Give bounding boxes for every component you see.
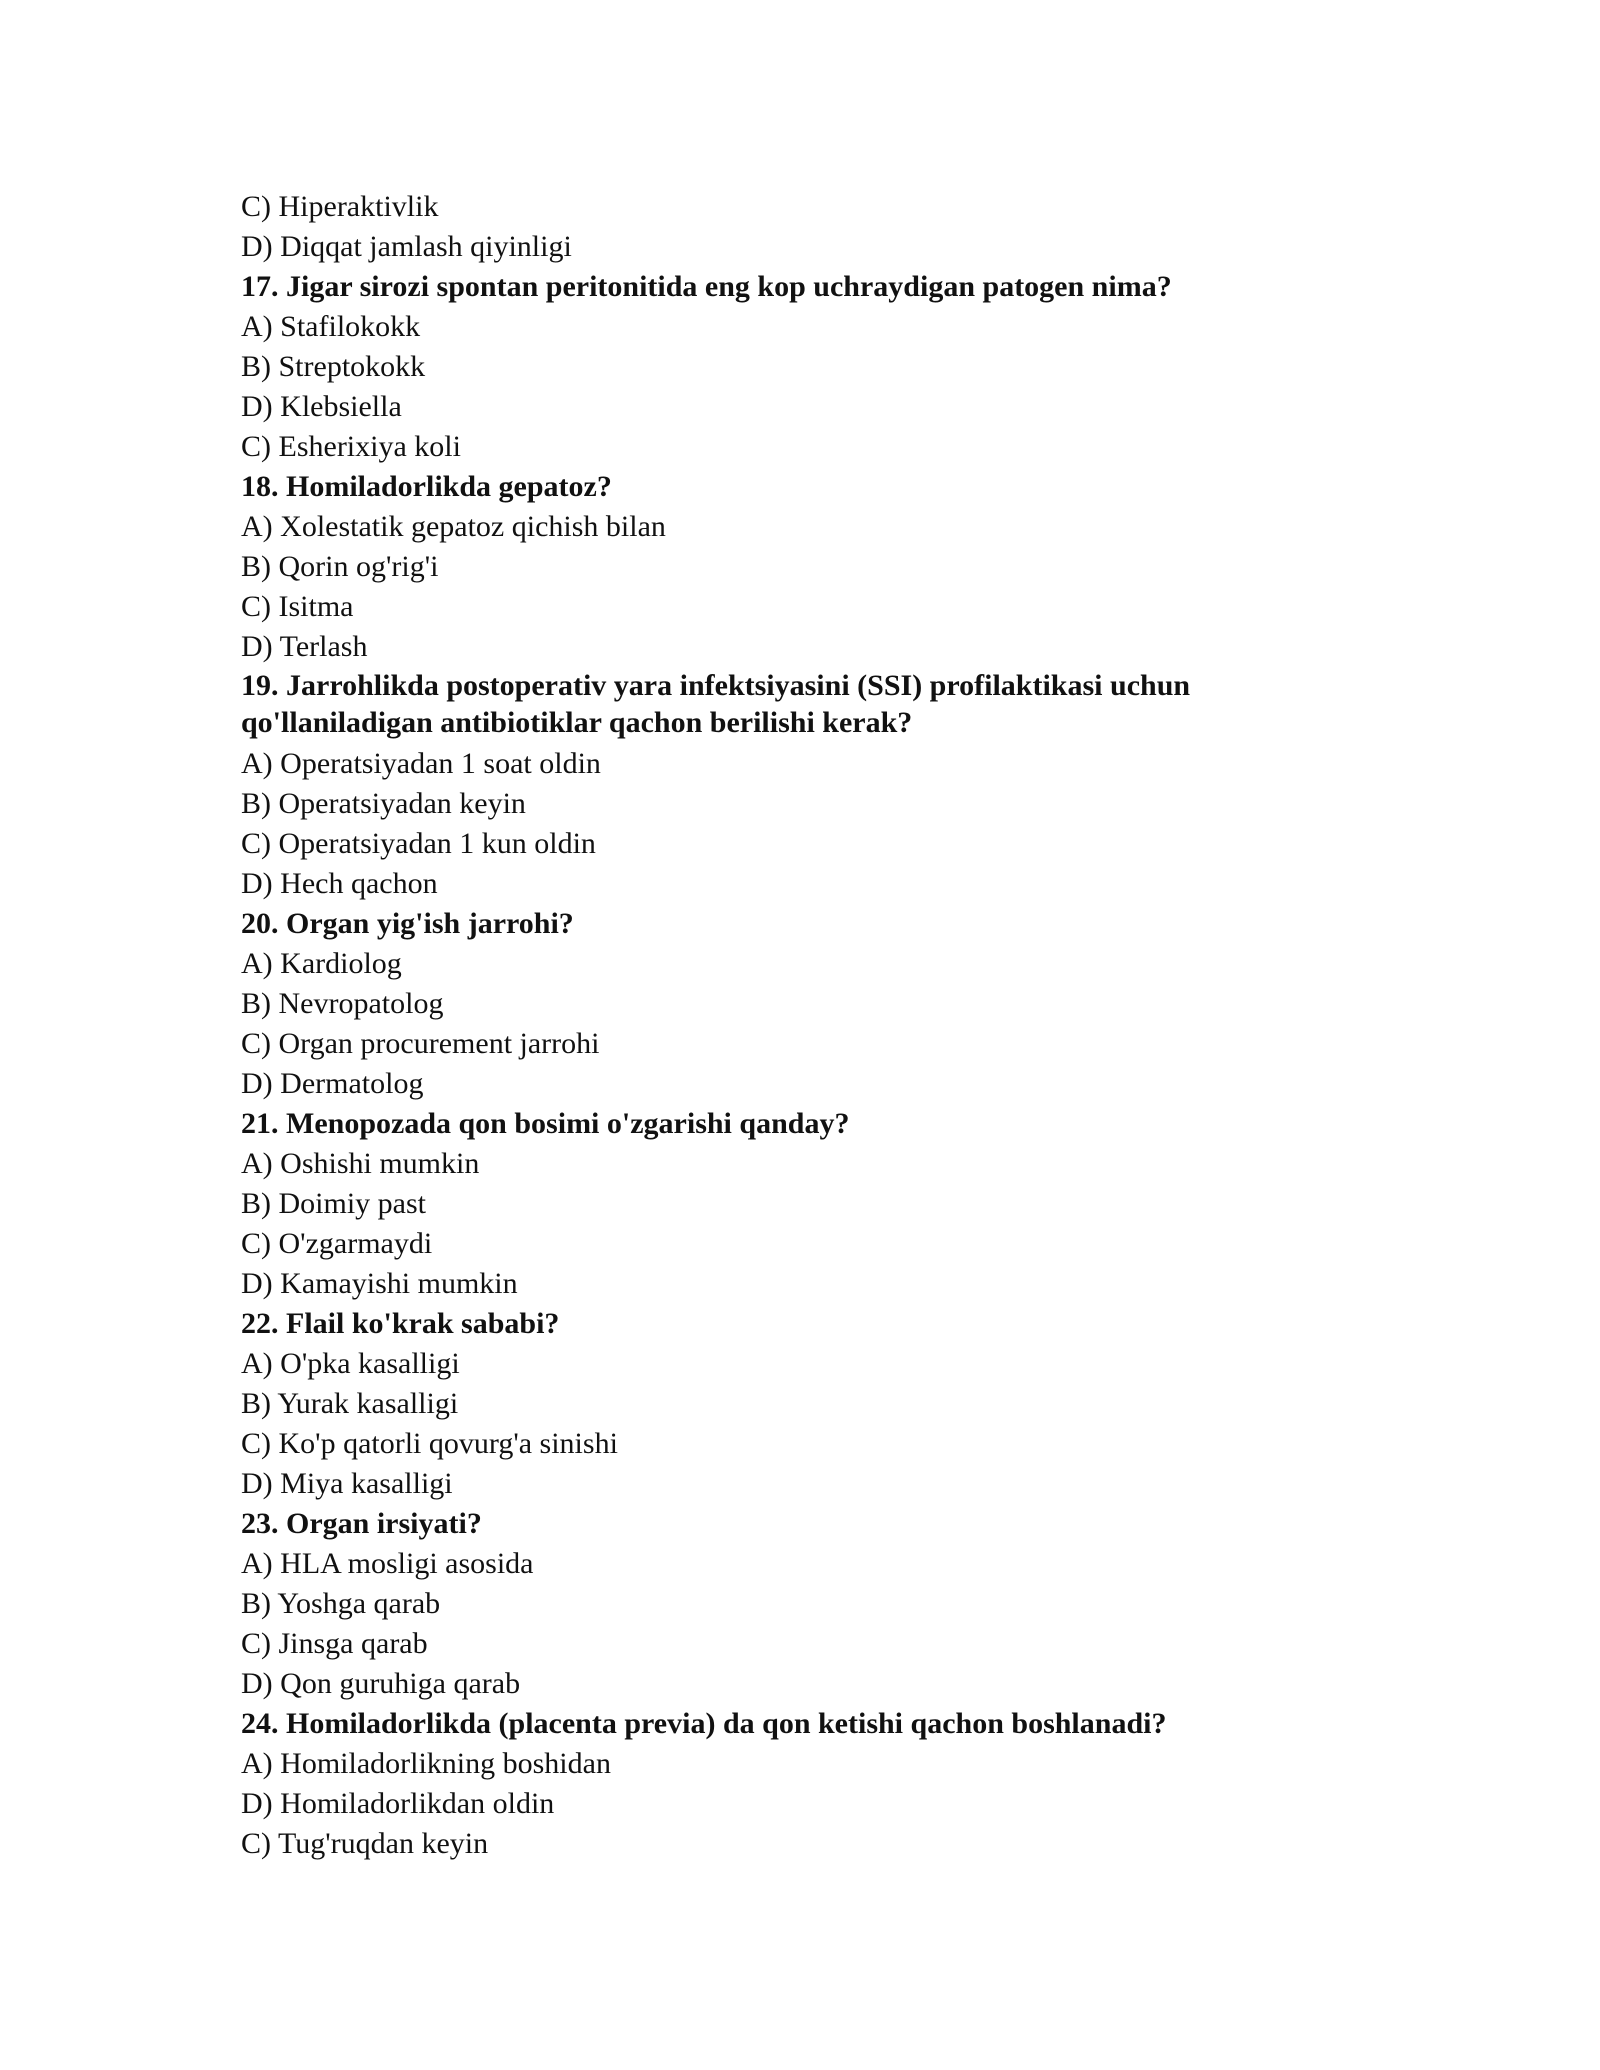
answer-option: B) Yurak kasalligi [241, 1387, 459, 1420]
answer-option: C) Ko'p qatorli qovurg'a sinishi [241, 1427, 618, 1460]
answer-option: D) Dermatolog [241, 1067, 424, 1100]
answer-option: C) Esherixiya koli [241, 430, 461, 463]
answer-option: D) Qon guruhiga qarab [241, 1667, 521, 1700]
answer-option: D) Homiladorlikdan oldin [241, 1787, 555, 1820]
question-text: 21. Menopozada qon bosimi o'zgarishi qanday? [241, 1107, 850, 1140]
answer-option: A) Operatsiyadan 1 soat oldin [241, 747, 601, 780]
answer-option: C) Jinsga qarab [241, 1627, 428, 1660]
answer-option: B) Streptokokk [241, 350, 426, 383]
answer-option: C) Isitma [241, 590, 354, 623]
answer-option: D) Hech qachon [241, 867, 438, 900]
question-text: 19. Jarrohlikda postoperativ yara infektsiyasini (SSI) profilaktikasi uchun qo'llaniladigan antibiotiklar qachon berilishi kerak? [241, 669, 1191, 739]
answer-option: A) Kardiolog [241, 947, 402, 980]
answer-option: A) O'pka kasalligi [241, 1347, 460, 1380]
answer-option: C) Organ procurement jarrohi [241, 1027, 600, 1060]
answer-option: B) Doimiy past [241, 1187, 426, 1220]
question-text: 20. Organ yig'ish jarrohi? [241, 907, 574, 940]
answer-option: D) Klebsiella [241, 390, 402, 423]
answer-option: B) Qorin og'rig'i [241, 550, 439, 583]
answer-option: B) Nevropatolog [241, 987, 444, 1020]
answer-option: B) Yoshga qarab [241, 1587, 441, 1620]
question-text: 17. Jigar sirozi spontan peritonitida eng kop uchraydigan patogen nima? [241, 270, 1172, 303]
answer-option: A) Oshishi mumkin [241, 1147, 480, 1180]
question-text: 24. Homiladorlikda (placenta previa) da qon ketishi qachon boshlanadi? [241, 1707, 1167, 1740]
answer-option: A) Xolestatik gepatoz qichish bilan [241, 510, 666, 543]
answer-option: A) HLA mosligi asosida [241, 1547, 534, 1580]
question-text: 23. Organ irsiyati? [241, 1507, 482, 1540]
answer-option: A) Homiladorlikning boshidan [241, 1747, 611, 1780]
question-text: 18. Homiladorlikda gepatoz? [241, 470, 612, 503]
answer-option: C) Operatsiyadan 1 kun oldin [241, 827, 596, 860]
answer-option: C) Tug'ruqdan keyin [241, 1827, 489, 1860]
quiz-content [241, 187, 1361, 1864]
answer-option: A) Stafilokokk [241, 310, 421, 343]
answer-option: C) O'zgarmaydi [241, 1227, 433, 1260]
answer-option: D) Diqqat jamlash qiyinligi [241, 230, 572, 263]
question-text: 22. Flail ko'krak sababi? [241, 1307, 560, 1340]
answer-option: D) Kamayishi mumkin [241, 1267, 518, 1300]
answer-option: D) Terlash [241, 630, 368, 663]
answer-option: D) Miya kasalligi [241, 1467, 453, 1500]
answer-option: B) Operatsiyadan keyin [241, 787, 526, 820]
answer-option: C) Hiperaktivlik [241, 190, 439, 223]
